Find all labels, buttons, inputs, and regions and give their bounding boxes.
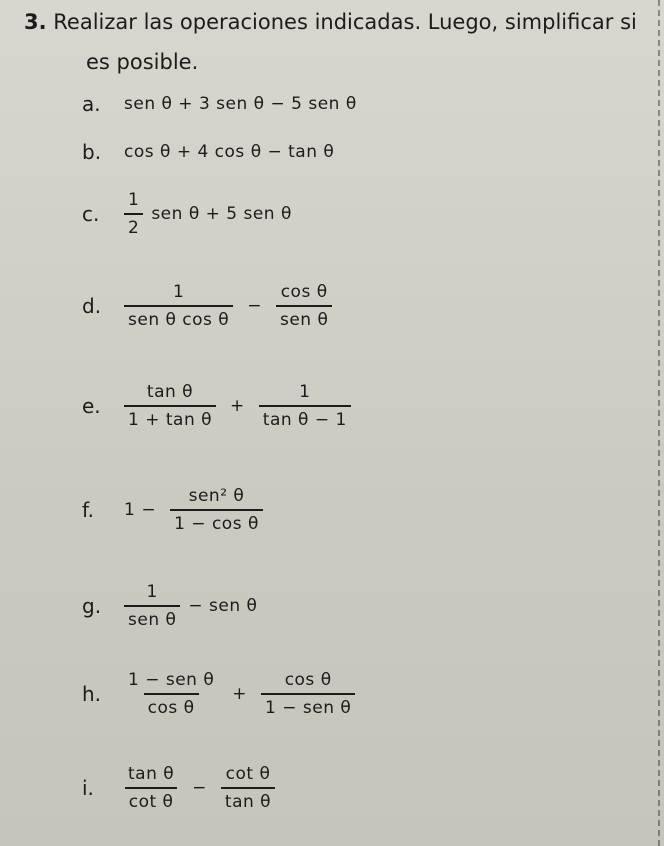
fraction [170,486,263,534]
numerator: tan θ [146,382,194,402]
denominator: cot θ [125,787,178,812]
numerator: 1 [172,282,185,302]
item-label: g. [82,594,102,618]
numerator: sen² θ [188,486,245,506]
instruction-line-2: es posible. [86,50,199,74]
item-a [82,92,357,116]
fraction-2 [259,382,351,430]
expression: sen θ + 3 sen θ − 5 sen θ [124,94,357,114]
operator: − [247,296,262,316]
item-f [82,486,271,534]
fraction-1 [124,670,218,718]
item-e [82,382,359,430]
numerator: cos θ [284,670,332,690]
item-d [82,282,340,330]
fraction-1 [124,382,216,430]
fraction-2 [276,282,332,330]
expression [124,282,340,330]
denominator: tan θ [221,787,275,812]
expression-rest: − sen θ [188,596,258,616]
numerator: 1 [299,382,311,402]
item-label: e. [82,394,101,418]
numerator: 1 [128,190,140,210]
item-i [82,764,283,812]
expression [124,670,363,718]
operator: + [232,684,248,704]
denominator: sen θ [276,305,332,330]
fraction-2 [221,764,275,812]
item-label: b. [82,140,102,164]
denominator: sen θ cos θ [124,305,233,330]
fraction [124,190,143,238]
item-g [82,582,257,630]
expression [124,382,359,430]
denominator: 1 − sen θ [261,693,355,718]
numerator: 1 − sen θ [128,670,215,690]
item-c [82,190,292,238]
expression: cos θ + 4 cos θ − tan θ [124,142,335,162]
expression [124,190,292,238]
fraction-1 [124,764,178,812]
fraction [124,582,180,630]
exercise-header [24,6,644,74]
operator: − [141,500,157,520]
numerator: 1 [146,582,158,602]
numerator: tan θ [128,764,175,784]
denominator: sen θ [124,605,180,630]
numerator: cot θ [225,764,271,784]
item-b [82,140,334,164]
fraction-1 [124,282,233,330]
expression [124,582,257,630]
operator: + [230,396,245,416]
item-label: c. [82,202,100,226]
expression [124,764,283,812]
operator: − [192,778,207,798]
page-edge-divider [656,0,660,846]
fraction-2 [261,670,355,718]
exercise-number: 3. [24,10,47,34]
denominator: 1 − cos θ [170,509,263,534]
item-label: d. [82,294,102,318]
item-h [82,670,363,718]
item-label: h. [82,682,102,706]
expression [124,486,271,534]
denominator: cos θ [144,693,199,718]
denominator: 2 [124,213,143,238]
expression-rest: sen θ + 5 sen θ [151,204,292,224]
item-label: f. [82,498,94,522]
instruction-line-1: Realizar las operaciones indicadas. Luego, simplificar si [53,10,637,34]
leading-term: 1 [124,500,136,520]
item-label: i. [82,776,94,800]
numerator: cos θ [280,282,328,302]
item-label: a. [82,92,101,116]
denominator: tan θ − 1 [259,405,351,430]
denominator: 1 + tan θ [124,405,216,430]
